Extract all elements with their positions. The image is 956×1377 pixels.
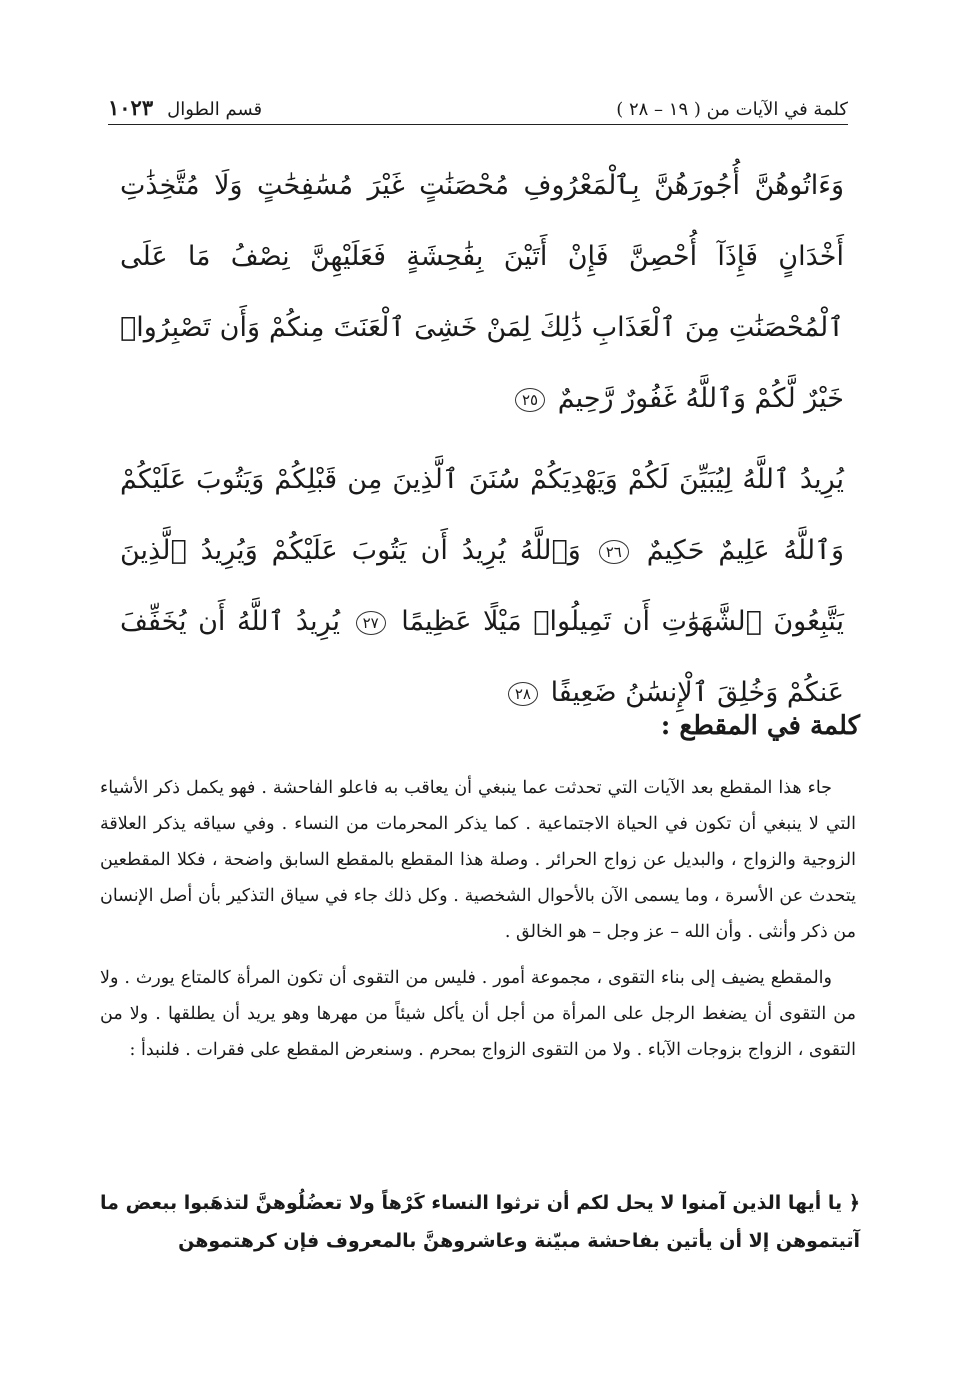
verse-25-text: وَءَاتُوهُنَّ أُجُورَهُنَّ بِٱلْمَعْرُوفِ مُحْصَنَٰتٍ غَيْرَ مُسَٰفِحَٰتٍ وَلَا مُتَّخِذَٰتِ أَخْدَانٍ فَإِذَآ أُحْصِنَّ فَإِنْ أَتَيْنَ بِفَٰحِشَةٍ فَعَلَيْهِنَّ نِصْفُ مَا عَلَى ٱلْمُحْصَنَٰتِ مِنَ ٱلْعَذَابِ ذَٰلِكَ لِمَنْ خَشِىَ ٱلْعَنَتَ مِنكُمْ وَأَن تَصْبِرُوا۟ خَيْرٌ لَّكُمْ وَٱللَّهُ غَفُورٌ رَّحِيمٌ (120, 170, 844, 414)
page-number: ١٠٢٣ (108, 95, 154, 120)
quran-verse-block-1 (120, 150, 844, 434)
verse-26-text: يُرِيدُ ٱللَّهُ لِيُبَيِّنَ لَكُمْ وَيَهْدِيَكُمْ سُنَنَ ٱلَّذِينَ مِن قَبْلِكُمْ وَيَتُوبَ عَلَيْكُمْ وَٱللَّهُ عَلِيمٌ حَكِيمٌ (120, 464, 844, 566)
section-name: قسم الطوال (167, 99, 263, 120)
quran-verse-block-2 (120, 444, 844, 728)
running-header (108, 86, 848, 125)
ayah-number-25: ٢٥ (515, 388, 545, 412)
section-heading: كلمة في المقطع : (660, 711, 860, 741)
ayah-number-27: ٢٧ (356, 611, 386, 635)
verse-28-text: يُرِيدُ ٱللَّهُ أَن يُخَفِّفَ عَنكُمْ وَخُلِقَ ٱلْإِنسَٰنُ ضَعِيفًا (120, 606, 844, 708)
chapter-title: كلمة في الآيات من ( ١٩ – ٢٨ ) (616, 99, 848, 120)
ayah-number-28: ٢٨ (508, 682, 538, 706)
commentary-body (100, 770, 856, 1078)
verse-27-text: وَٱللَّهُ يُرِيدُ أَن يَتُوبَ عَلَيْكُمْ وَيُرِيدُ ٱلَّذِينَ يَتَّبِعُونَ ٱلشَّهَوَٰتِ أَن تَمِيلُوا۟ مَيْلًا عَظِيمًا (120, 535, 844, 637)
commentary-paragraph-1: جاء هذا المقطع بعد الآيات التي تحدثت عما ينبغي أن يعاقب به فاعلو الفاحشة . فهو يكمل ذكر الأشياء التي لا ينبغي أن تكون في الحياة الاجتماعية . كما يذكر المحرمات من النساء . وفي سياقه يذكر العلاقة الزوجية والزواج ، والبديل عن زواج الحرائر . وصلة هذا المقطع بالمقطع السابق واضحة ، فكلا المقطعين يتحدث عن الأسرة ، وما يسمى الآن بالأحوال الشخصية . وكل ذلك جاء في سياق التذكير بأن أصل الإنسان من ذكر وأنثى . وأن الله – عز وجل – هو الخالق . (100, 778, 856, 942)
ayah-number-26: ٢٦ (599, 540, 629, 564)
commentary-paragraph-2: والمقطع يضيف إلى بناء التقوى ، مجموعة أمور . فليس من التقوى أن تكون المرأة كالمتاع يورث . ولا من التقوى أن يضغط الرجل على المرأة من أجل أن يأكل شيئاً من مهرها وهو يريد أن يطلقها . ولا من التقوى ، الزواج بزوجات الآباء . ولا من التقوى الزواج بمحرم . وسنعرض المقطع على فقرات . فلنبدأ : (100, 968, 856, 1060)
quran-passage (120, 150, 844, 738)
quoted-ayah-bold: ﴿ يا أيها الذين آمنوا لا يحل لكم أن ترثوا النساء كَرْهاً ولا تعضُلُوهنَّ لتذهَبوا ببعض ما آتيتموهن إلا أن يأتين بفاحشة مبيّنة وعاشروهنَّ بالمعروف فإن كرهتموهن (100, 1192, 860, 1252)
header-section-group (108, 95, 262, 120)
